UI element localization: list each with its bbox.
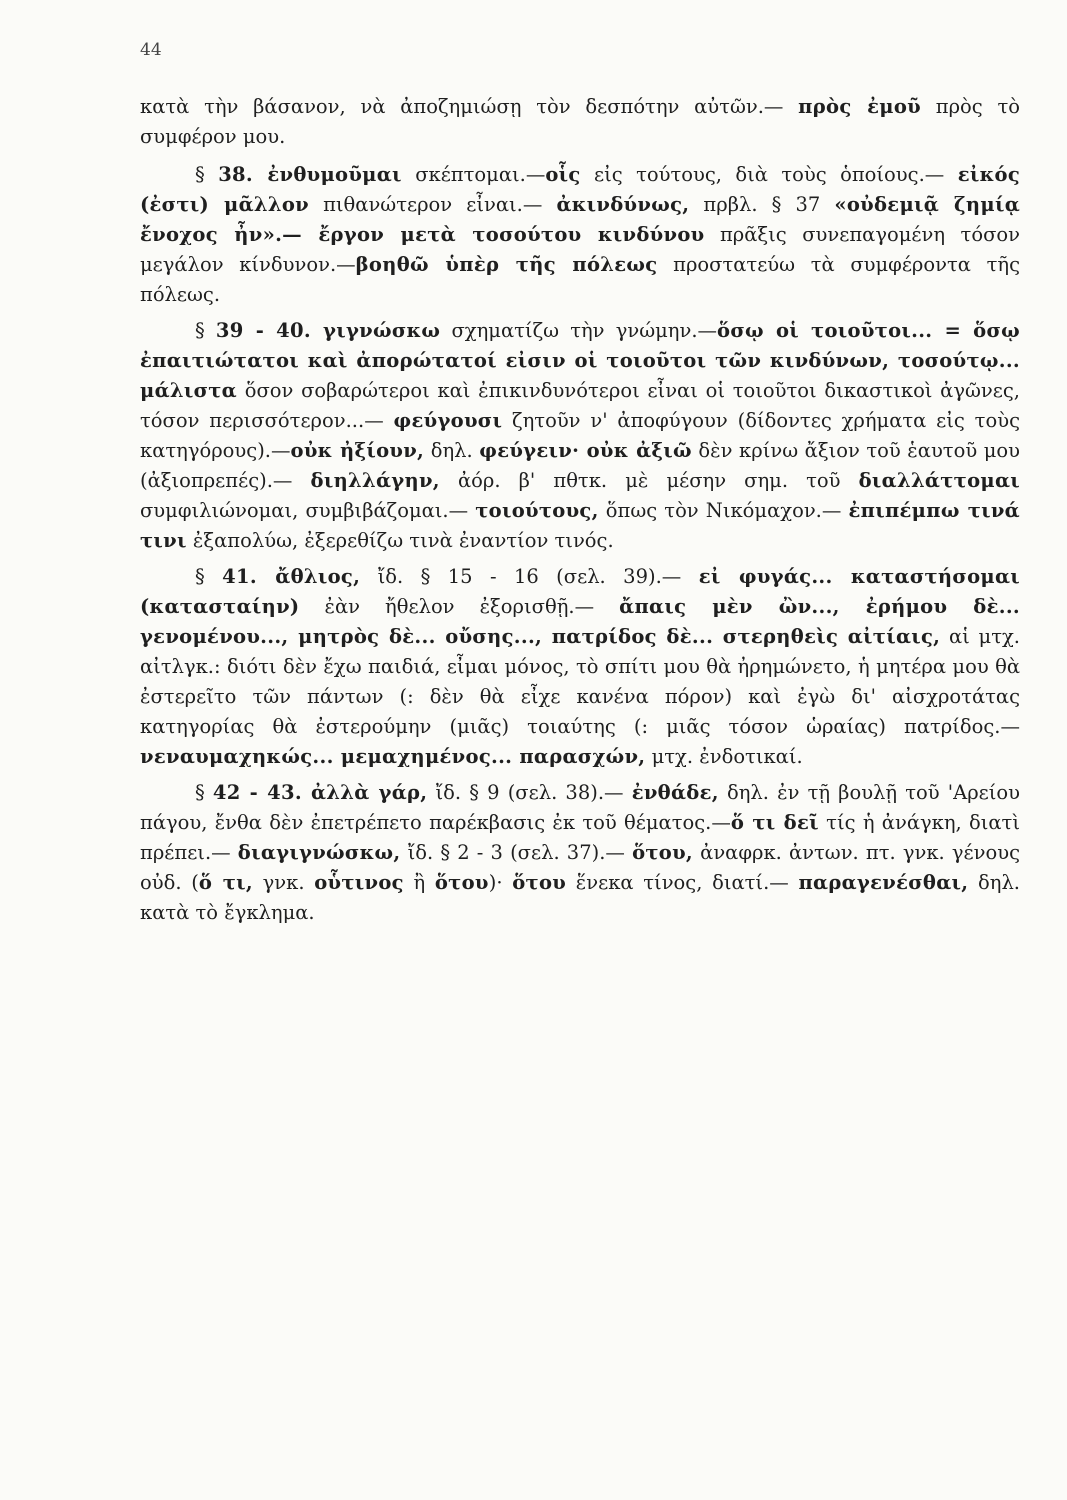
gloss-text: πρᾶξις συνεπαγομένη τόσον μεγάλον κίνδυνον.— [140,223,1020,276]
lemma-term: ἄπαις μὲν ὢν..., ἐρήμου δὲ... γενομένου..., μητρὸς δὲ... οὔσης..., πατρίδος δὲ... στερηθεὶς αἰτίαις, [140,595,1020,648]
gloss-text: ἀναφρκ. ἀντων. πτ. γνκ. γένους οὐδ. ( [140,841,1021,894]
paragraph-continuation [140,92,1020,152]
gloss-text: τίς ἡ ἀνάγκη, διατὶ πρέπει.— [140,811,1020,864]
gloss-text: κατὰ τὴν βάσανον, νὰ ἀποζημιώσῃ τὸν δεσπότην αὐτῶν.— [140,95,799,118]
page-number: 44 [140,40,162,60]
gloss-text: συμφιλιώνομαι, συμβιβάζομαι.— [140,499,476,522]
gloss-text: § [195,565,223,588]
paragraph-section-38 [140,160,1020,310]
gloss-text: δηλ. ἐν τῇ βουλῇ τοῦ 'Αρείου πάγου, ἔνθα δὲν ἐπετρέπετο παρέκβασις ἐκ τοῦ θέματος.— [140,781,1021,834]
gloss-text: εἰς τούτους, διὰ τοὺς ὁποίους.— [580,163,958,186]
gloss-text: πρβλ. § 37 [689,193,835,216]
lemma-term: πρὸς ἐμοῦ [798,95,922,118]
lemma-term: ἐνθάδε, [631,781,719,804]
lemma-term: 42 - 43. ἀλλὰ γάρ, [212,781,428,804]
gloss-text: ἴδ. § 2 - 3 (σελ. 37).— [400,841,633,864]
lemma-term: φεύγουσι [393,409,503,432]
gloss-text: ἴδ. § 15 - 16 (σελ. 39).— [360,565,699,588]
gloss-text: δηλ. [424,439,480,462]
gloss-text: ἴδ. § 9 (σελ. 38).— [427,781,632,804]
lemma-term: 41. ἄθλιος, [222,565,361,588]
gloss-text: ἐξαπολύω, ἐξερεθίζω τινὰ ἐναντίον τινός. [186,529,614,552]
lemma-term: ὅσῳ οἱ τοιοῦτοι... = ὅσῳ ἐπαιτιώτατοι καὶ ἀπορώτατοί εἰσιν οἱ τοιοῦτοι τῶν κινδύνων, τοσούτῳ... μάλιστα [140,319,1020,402]
lemma-term: τοιούτους, [475,499,599,522]
commentary-text [140,92,1020,934]
paragraph-section-39-40 [140,316,1020,556]
gloss-text: σκέπτομαι.— [401,163,546,186]
lemma-term: νεναυμαχηκώς... μεμαχημένος... παρασχών, [140,745,646,768]
gloss-text: μτχ. ἐνδοτικαί. [645,745,803,768]
gloss-text: ἀόρ. β' πθτκ. μὲ μέσην σημ. τοῦ [439,469,859,492]
gloss-text: § [195,163,219,186]
gloss-text: ὅπως τὸν Νικόμαχον.— [598,499,849,522]
lemma-term: διαγιγνώσκω, [237,841,401,864]
lemma-term: 39 - 40. γιγνώσκω [215,319,441,342]
lemma-term: οὗτινος [314,871,404,894]
lemma-term: βοηθῶ ὑπὲρ τῆς πόλεως [355,253,658,276]
gloss-text: ζητοῦν ν' ἀποφύγουν (δίδοντες χρήματα εἰς τοὺς κατηγόρους).— [140,409,1020,462]
gloss-text: πρὸς τὸ συμφέρον μου. [140,95,1021,148]
lemma-term: ὅτου [512,871,567,894]
gloss-text: δὲν κρίνω ἄξιον τοῦ ἑαυτοῦ μου (ἀξιοπρεπές).— [140,439,1020,492]
paragraph-section-42-43 [140,778,1020,928]
gloss-text: ἕνεκα τίνος, διατί.— [566,871,799,894]
gloss-text: προστατεύω τὰ συμφέροντα τῆς πόλεως. [140,253,1021,306]
lemma-term: οὐκ ἠξίουν, [290,439,425,462]
lemma-term: παραγενέσθαι, [798,871,969,894]
lemma-term: ἐπιπέμπω τινά τινι [140,499,1020,552]
lemma-term: φεύγειν· οὐκ ἀξιῶ [479,439,692,462]
lemma-term: ὅ τι δεῖ [730,811,819,834]
lemma-term: ὅτου, [632,841,694,864]
gloss-text: ἐὰν ἤθελον ἐξορισθῇ.— [299,595,620,618]
gloss-text: ἢ [403,871,435,894]
gloss-text: § [195,319,216,342]
gloss-text: γνκ. [252,871,315,894]
lemma-term: εἰ φυγάς... καταστήσομαι (κατασταίην) [140,565,1021,618]
gloss-text: αἱ μτχ. αἰτλγκ.: διότι δὲν ἔχω παιδιά, εἶμαι μόνος, τὸ σπίτι μου θὰ ἠρημώνετο, ἡ μητέρα μου θὰ ἐστερεῖτο τῶν πάντων (: δὲν θὰ εἶχε κανένα πόρον) καὶ ἐγὼ δι' αἰσχροτάτας κατηγορίας θὰ ἐστερούμην (μιᾶς) τοιαύτης (: μιᾶς τόσον ὡραίας) πατρίδος.— [140,625,1021,738]
lemma-term: «οὐδεμιᾷ ζημίᾳ ἔνοχος ἦν».— ἔργον μετὰ τοσούτου κινδύνου [140,193,1020,246]
gloss-text: σχηματίζω τὴν γνώμην.— [440,319,718,342]
gloss-text: δηλ. κατὰ τὸ ἔγκλημα. [140,871,1021,924]
gloss-text: )· [488,871,513,894]
gloss-text: ὅσον σοβαρώτεροι καὶ ἐπικινδυνότεροι εἶναι οἱ τοιοῦτοι δικαστικοὶ ἀγῶνες, τόσον περισσότερον...— [140,379,1020,432]
paragraph-section-41 [140,562,1020,772]
lemma-term: ὅτου [434,871,489,894]
lemma-term: 38. ἐνθυμοῦμαι [218,163,402,186]
lemma-term: ὅ τι, [198,871,253,894]
gloss-text: πιθανώτερον εἶναι.— [308,193,557,216]
lemma-term: διηλλάγην, [310,469,440,492]
gloss-text: § [195,781,213,804]
lemma-term: εἰκός (ἐστι) μᾶλλον [140,163,1020,216]
lemma-term: διαλλάττομαι [858,469,1020,492]
lemma-term: ἀκινδύνως, [556,193,690,216]
lemma-term: οἷς [545,163,581,186]
